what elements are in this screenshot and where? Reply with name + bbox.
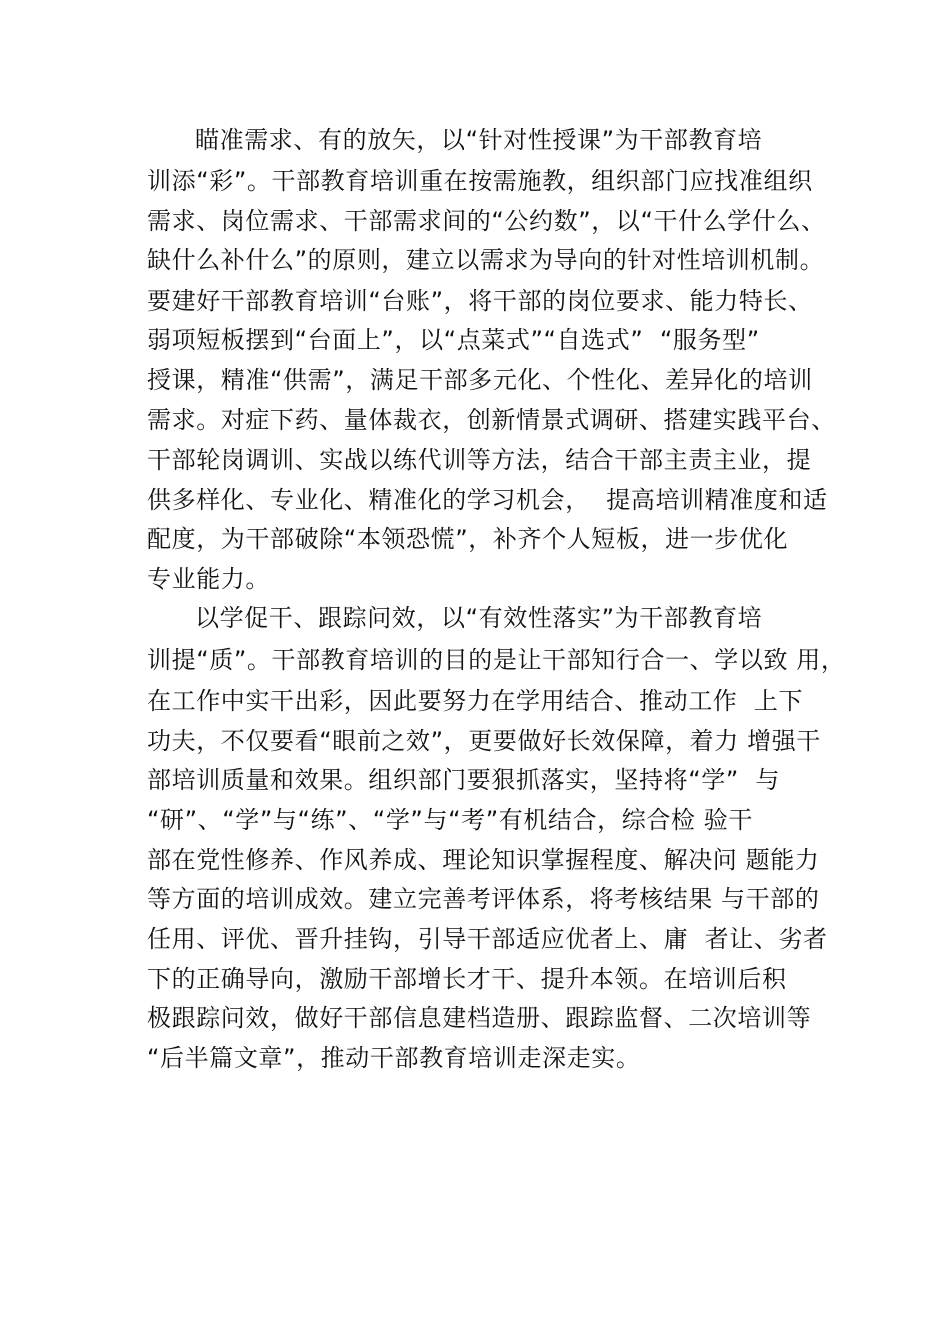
text-line: 需求。对症下药、量体裁衣，创新情景式调研、搭建实践平台、: [147, 406, 836, 434]
text-line: 瞄准需求、有的放矢，以“针对性授课”为干部教育培: [195, 126, 763, 154]
text-line: 极跟踪问效，做好干部信息建档造册、跟踪监督、二次培训等: [147, 1004, 812, 1032]
text-line: “研”、“学”与“练”、“学”与“考”有机结合，综合检 验干: [147, 806, 753, 834]
text-line: 需求、岗位需求、干部需求间的“公约数”，以“干什么学什么、: [147, 207, 826, 235]
text-line: 部培训质量和效果。组织部门要狠抓落实，坚持将“学” 与: [147, 766, 780, 794]
text-line: 功夫，不仅要看“眼前之效”，更要做好长效保障，着力 增强干: [147, 727, 821, 755]
text-line: 任用、评优、晋升挂钩，引导干部适应优者上、庸 者让、劣者: [147, 925, 828, 953]
text-line: 下的正确导向，激励干部增长才干、提升本领。在培训后积: [147, 965, 787, 993]
text-line: 要建好干部教育培训“台账”，将干部的岗位要求、能力特长、: [147, 287, 813, 315]
text-line: 授课，精准“供需”，满足干部多元化、个性化、差异化的培训: [147, 366, 813, 394]
text-line: 供多样化、专业化、精准化的学习机会， 提高培训精准度和适: [147, 486, 828, 514]
text-line: 以学促干、跟踪问效，以“有效性落实”为干部教育培: [195, 604, 763, 632]
text-line: 弱项短板摆到“台面上”，以“点菜式”“自选式” “服务型”: [147, 326, 760, 354]
text-line: 训添“彩”。干部教育培训重在按需施教，组织部门应找准组织: [147, 167, 813, 195]
text-line: 等方面的培训成效。建立完善考评体系，将考核结果 与干部的: [147, 885, 820, 913]
text-line: 在工作中实干出彩，因此要努力在学用结合、推动工作 上下: [147, 687, 804, 715]
text-line: 缺什么补什么”的原则，建立以需求为导向的针对性培训机制。: [147, 246, 825, 274]
text-line: 配度，为干部破除“本领恐慌”，补齐个人短板，进一步优化: [147, 525, 789, 553]
text-line: 训提“质”。干部教育培训的目的是让干部知行合一、学以致 用，: [147, 646, 846, 674]
text-line: 专业能力。: [147, 565, 270, 593]
text-line: 干部轮岗调训、实战以练代训等方法，结合干部主责主业，提: [147, 446, 812, 474]
text-line: “后半篇文章”，推动干部教育培训走深走实。: [147, 1044, 641, 1072]
text-line: 部在党性修养、作风养成、理论知识掌握程度、解决问 题能力: [147, 846, 820, 874]
